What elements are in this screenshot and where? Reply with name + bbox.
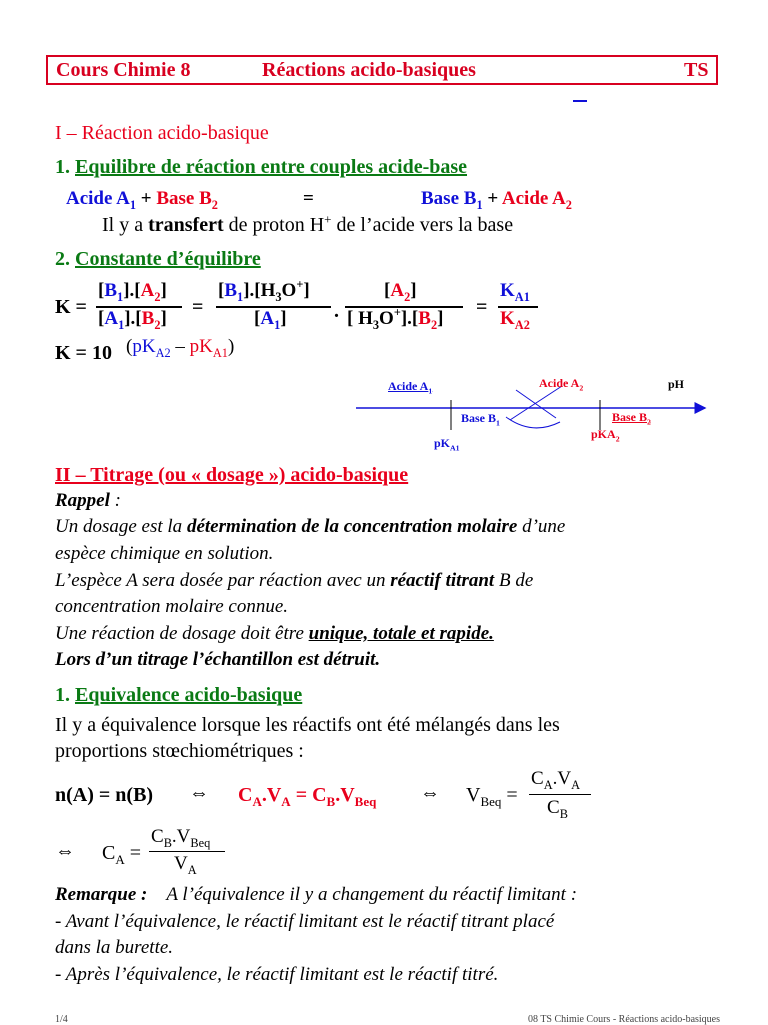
rappel-line-5: Une réaction de dosage doit être unique, totale et rapide.: [55, 623, 494, 644]
equiv-symbol-2: ⇔: [420, 782, 440, 804]
diagram-base-b1: Base $B_1$: [461, 411, 500, 428]
equals-2: =: [476, 296, 488, 318]
reaction-right: Base $B_1$ + Acide $A_2$: [421, 188, 572, 212]
remarque-line-3: dans la burette.: [55, 937, 174, 958]
reaction-equals: =: [303, 188, 314, 209]
equivalence-para-1: Il y a équivalence lorsque les réactifs ont été mélangés dans les: [55, 714, 560, 736]
remarque-line-2: - Avant l’équivalence, le réactif limitant est le réactif titrant placé: [55, 911, 555, 932]
sub-num: 1.: [55, 156, 70, 178]
dot: .: [334, 300, 339, 322]
ca-line: [149, 851, 225, 852]
rappel-line-4: concentration molaire connue.: [55, 596, 289, 617]
vbeq-label: $V_{Beq}$ =: [466, 784, 518, 809]
remarque-line-1: Remarque : A l’équivalence il y a changement du réactif limitant :: [55, 884, 578, 905]
frac2-num: $[B_1].[H_3O^+]$: [218, 277, 310, 304]
equiv-symbol-1: ⇔: [189, 782, 209, 804]
rappel-line-2: espèce chimique en solution.: [55, 543, 274, 564]
course-level: TS: [684, 59, 709, 81]
equals-1: =: [192, 296, 204, 318]
transfer-sentence: Il y a transfert de proton H+ de l’acide vers la base: [102, 211, 514, 236]
blue-mark: [573, 100, 587, 102]
rappel-line-1: Un dosage est la détermination de la concentration molaire d’une: [55, 516, 566, 537]
remarque-line-4: - Après l’équivalence, le réactif limitant est le réactif titré.: [55, 964, 499, 985]
reaction-left: Acide $A_1$ + Base $B_2$: [66, 188, 218, 212]
frac1-num: $[B_1].[A_2]$: [98, 280, 167, 304]
diagram-acide-a1: Acide $A_1$: [388, 379, 433, 396]
diagram-pka2: pKA$_2$: [591, 427, 620, 444]
equiv-symbol-3: ⇔: [55, 840, 75, 862]
ca-va-cb-vbeq: $C_A.V_A = C_B.V_{Beq}$: [238, 784, 377, 809]
vbeq-line: [529, 794, 591, 795]
vbeq-den: $C_B$: [547, 797, 568, 821]
frac1-den: $[A_1].[B_2]$: [98, 308, 167, 332]
section-2-title: II – Titrage (ou « dosage ») acido-basique: [55, 464, 409, 486]
subsection-1-1: [55, 156, 467, 179]
frac4-num: $K_{A1}$: [500, 280, 530, 304]
rappel-line-6: Lors d’un titrage l’échantillon est détruit.: [55, 649, 381, 670]
ca-den: $V_A$: [174, 853, 197, 877]
frac4-den: $K_{A2}$: [500, 308, 530, 332]
frac3-den: [ $H_3O^+].[B_2]$: [347, 305, 444, 332]
footer-doc-title: 08 TS Chimie Cours - Réactions acido-basiques: [528, 1014, 721, 1025]
cross-arc: [506, 417, 560, 428]
section-1-title: I – Réaction acido-basique: [55, 122, 269, 144]
n-equality: n(A) = n(B): [55, 784, 154, 806]
diagram-pka1: $pK_{A1}$: [434, 436, 460, 453]
subsection-1-2: 2. Constante d’équilibre: [55, 248, 261, 270]
subsection-2-1: 1. Equivalence acido-basique: [55, 684, 303, 706]
footer-page: 1/4: [55, 1014, 68, 1025]
diagram-ph-label: pH: [668, 377, 685, 391]
diagram-acide-a2: Acide $A_2$: [539, 376, 584, 393]
course-number: Cours Chimie 8: [56, 59, 191, 81]
diagram-base-b2: Base $B_2$: [612, 410, 651, 427]
k-label: K =: [55, 296, 87, 318]
course-title: Réactions acido-basiques: [262, 59, 476, 81]
frac2-den: $[A_1]$: [254, 308, 287, 332]
frac3-num: $[A_2]$: [384, 280, 417, 304]
rappel-heading: Rappel :: [55, 490, 121, 511]
equivalence-para-2: proportions stœchiométriques :: [55, 740, 304, 762]
ca-label: $C_A$ =: [102, 842, 142, 867]
rappel-line-3: L’espèce A sera dosée par réaction avec un réactif titrant B de: [55, 570, 534, 591]
sub-title: Equilibre de réaction entre couples acide-base: [75, 156, 468, 178]
k-exponent: $(pK_{A2} - pK_{A1})$: [126, 336, 235, 360]
vbeq-num: $C_A.V_A$: [531, 768, 581, 792]
k-power: K = 10: [55, 342, 112, 364]
ca-num: $C_B.V_{Beq}$: [151, 826, 211, 850]
